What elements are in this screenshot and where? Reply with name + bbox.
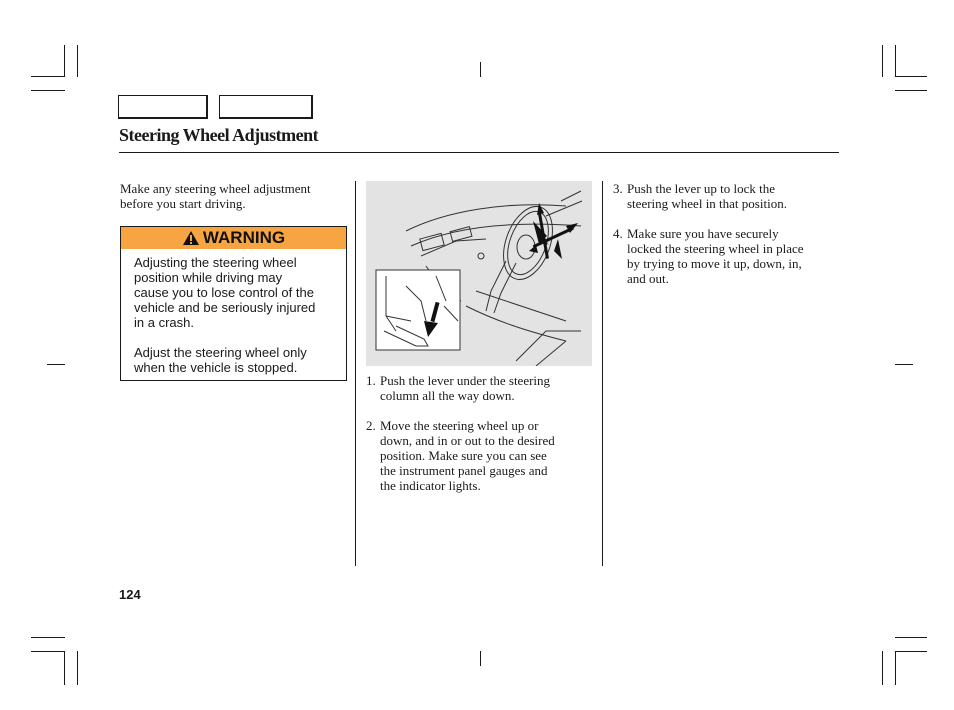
warning-line: in a crash. <box>134 315 194 330</box>
intro-text <box>120 181 311 211</box>
intro-line: Make any steering wheel adjustment <box>120 181 311 196</box>
step-line: Move the steering wheel up or <box>380 418 539 433</box>
step-number: 1. <box>366 373 376 388</box>
warning-line: Adjust the steering wheel only <box>134 345 307 360</box>
header-tab-1 <box>118 95 208 119</box>
step-line: the indicator lights. <box>380 478 481 493</box>
steering-wheel-drawing <box>366 181 592 366</box>
warning-text <box>121 249 346 375</box>
warning-paragraph <box>134 345 338 375</box>
step-line: down, and in or out to the desired <box>380 433 555 448</box>
warning-line: when the vehicle is stopped. <box>134 360 298 375</box>
step-text <box>380 418 555 493</box>
step-number: 4. <box>613 226 623 241</box>
step-number: 3. <box>613 181 623 196</box>
step-line: Make sure you have securely <box>627 226 779 241</box>
step-text <box>380 373 550 403</box>
column-rule-1 <box>355 181 356 566</box>
warning-line: Adjusting the steering wheel <box>134 255 297 270</box>
column-rule-2 <box>602 181 603 566</box>
title-rule <box>119 152 839 153</box>
header-tab-2 <box>219 95 313 119</box>
warning-line: position while driving may <box>134 270 283 285</box>
warning-header <box>121 227 346 249</box>
step-line: by trying to move it up, down, in, <box>627 256 802 271</box>
step-number: 2. <box>366 418 376 433</box>
step-line: Push the lever under the steering <box>380 373 551 388</box>
step-line: and out. <box>627 271 669 286</box>
step-line: Push the lever up to lock the <box>627 181 776 196</box>
warning-line: cause you to lose control of the <box>134 285 314 300</box>
warning-triangle-icon <box>182 230 200 246</box>
page-title: Steering Wheel Adjustment <box>119 125 319 145</box>
step-line: steering wheel in that position. <box>627 196 787 211</box>
warning-line: vehicle and be seriously injured <box>134 300 316 315</box>
page-number: 124 <box>119 587 141 602</box>
step-line: position. Make sure you can see <box>380 448 547 463</box>
steering-adjustment-illustration <box>366 181 592 366</box>
step-line: the instrument panel gauges and <box>380 463 548 478</box>
intro-line: before you start driving. <box>120 196 246 211</box>
warning-paragraph <box>134 255 338 330</box>
step-line: column all the way down. <box>380 388 515 403</box>
warning-label: WARNING <box>202 228 286 247</box>
step-text <box>627 181 787 211</box>
warning-box <box>120 226 347 381</box>
step-text <box>627 226 804 286</box>
step-line: locked the steering wheel in place <box>627 241 804 256</box>
